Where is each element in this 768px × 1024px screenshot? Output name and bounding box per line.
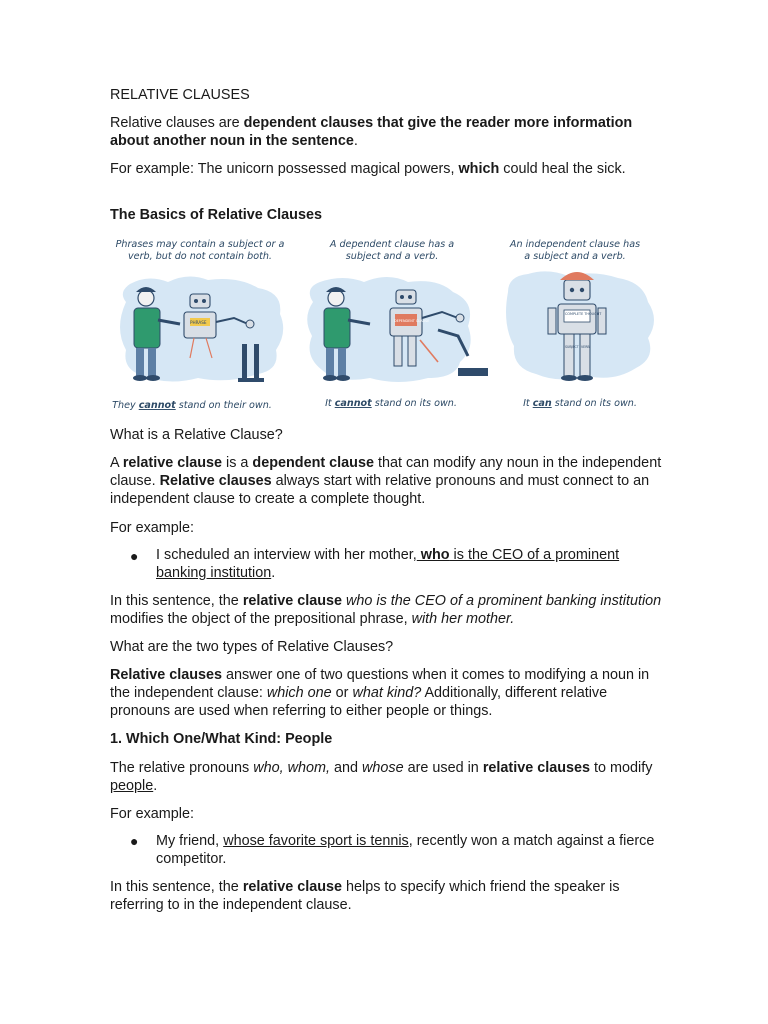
what-is-heading: What is a Relative Clause? — [110, 427, 283, 443]
types-question: What are the two types of Relative Clauses? — [110, 639, 394, 655]
panel-2-caption-line-1: A dependent clause has a — [329, 239, 455, 250]
definition-paragraph: A relative clause is a dependent clause that can modify any noun in the independent clause. Relative clauses always start with relative pronouns and must connect to an independent clause to create a complete thought. — [110, 455, 662, 508]
for-example-label: For example: — [110, 520, 194, 536]
panel-3-bottom-caption: It can stand on its own. — [523, 398, 637, 409]
bullet-dot: ● — [130, 833, 139, 849]
panel-3-caption-line-2: a subject and a verb. — [524, 251, 626, 262]
robot-label-complete: COMPLETE THOUGHT — [565, 312, 602, 316]
panel-1-bottom-caption: They cannot stand on their own. — [112, 400, 272, 411]
panel-2-bottom-caption: It cannot stand on its own. — [325, 398, 457, 409]
for-example-label-2: For example: — [110, 806, 194, 822]
explanation-paragraph-1: In this sentence, the relative clause who is the CEO of a prominent banking institution modifies the object of the prepositional phrase, with her mother. — [110, 593, 662, 628]
basics-heading: The Basics of Relative Clauses — [110, 207, 322, 223]
pronouns-paragraph: The relative pronouns who, whom, and whose are used in relative clauses to modify people. — [110, 760, 653, 795]
robot-label-subject: SUBJECT — [565, 345, 579, 349]
relative-clauses-illustration — [108, 232, 674, 416]
bullet-example-1: I scheduled an interview with her mother, who is the CEO of a prominent banking institution. — [156, 547, 620, 582]
panel-1-caption-line-2: verb, but do not contain both. — [128, 251, 272, 262]
robot-label-dependent: DEPENDENT CLAUSE — [394, 319, 430, 323]
bullet-dot: ● — [130, 548, 139, 564]
bullet-example-2: My friend, whose favorite sport is tennis, recently won a match against a fierce competitor. — [156, 833, 655, 868]
example-paragraph: For example: The unicorn possessed magical powers, which could heal the sick. — [110, 161, 626, 177]
intro-paragraph: Relative clauses are dependent clauses that give the reader more information about another noun in the sentence. — [110, 115, 633, 150]
section-1-heading: 1. Which One/What Kind: People — [110, 731, 333, 747]
explanation-paragraph-2: In this sentence, the relative clause helps to specify which friend the speaker is referring to in the independent clause. — [110, 879, 620, 914]
types-paragraph: Relative clauses answer one of two questions when it comes to modifying a noun in the independent clause: which one or what kind? Additionally, different relative pronouns are used when referring to either people or things. — [110, 667, 650, 720]
page-title: RELATIVE CLAUSES — [110, 87, 250, 103]
panel-2-caption-line-2: subject and a verb. — [345, 251, 439, 262]
robot-label-verb: VERB — [581, 345, 590, 349]
panel-1-caption-line-1: Phrases may contain a subject or a — [115, 239, 285, 250]
robot-label-phrase: PHRASE — [190, 320, 207, 325]
panel-3-caption-line-1: An independent clause has — [509, 239, 641, 250]
